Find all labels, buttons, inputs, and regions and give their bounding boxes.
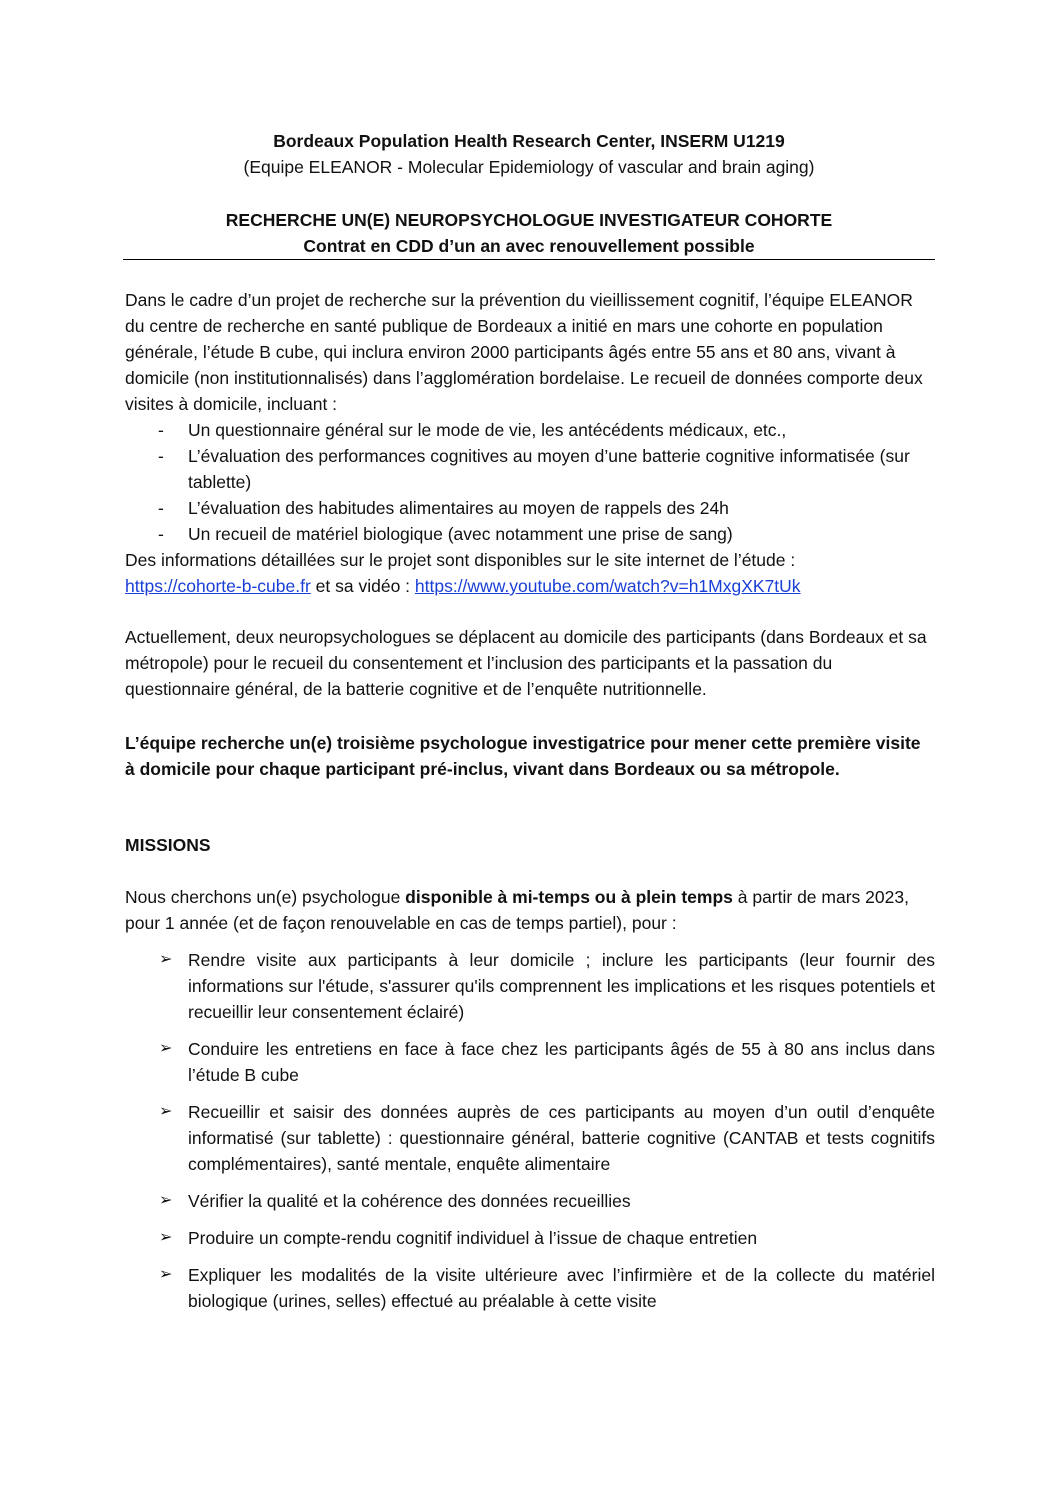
arrow-bullet-icon: ➢	[159, 1266, 173, 1283]
header-block	[123, 128, 935, 180]
list-item: ➢ Conduire les entretiens en face à face chez les participants âgés de 55 à 80 ans inclus dans l’étude B cube	[125, 1036, 935, 1088]
list-item: - L’évaluation des habitudes alimentaires au moyen de rappels des 24h	[125, 495, 935, 521]
missions-heading: MISSIONS	[125, 835, 211, 855]
list-item: - Un questionnaire général sur le mode de vie, les antécédents médicaux, etc.,	[125, 417, 935, 443]
current-status-paragraph: Actuellement, deux neuropsychologues se déplacent au domicile des participants (dans Bordeaux et sa métropole) pour le recueil du consentement et l’inclusion des participants et la passation du questionnaire général, de la batterie cognitive et de l’enquête nutritionnelle.	[125, 627, 927, 699]
intro-list	[125, 417, 935, 547]
dash-bullet: -	[158, 498, 164, 518]
info-paragraph: Des informations détaillées sur le projet sont disponibles sur le site internet de l’étude : https://cohorte-b-cube.fr et sa vidéo : https://www.youtube.com/watch?v=h1MxgXK7tUk	[125, 550, 801, 596]
missions-intro: Nous cherchons un(e) psychologue disponible à mi-temps ou à plein temps à partir de mars 2023, pour 1 année (et de façon renouvelable en cas de temps partiel), pour :	[125, 887, 909, 933]
list-item: ➢ Produire un compte-rendu cognitif individuel à l’issue de chaque entretien	[125, 1225, 935, 1251]
contract-line: Contrat en CDD d’un an avec renouvellement possible	[303, 236, 755, 256]
list-item: - Un recueil de matériel biologique (avec notamment une prise de sang)	[125, 521, 935, 547]
list-item: ➢ Recueillir et saisir des données auprès de ces participants au moyen d’un outil d’enquête informatisé (sur tablette) : questionnaire général, batterie cognitive (CANTAB et tests cognitifs complémentaires), santé mentale, enquête alimentaire	[125, 1099, 935, 1177]
intro-paragraph: Dans le cadre d’un projet de recherche sur la prévention du vieillissement cognitif, l’équipe ELEANOR du centre de recherche en santé publique de Bordeaux a initié en mars une cohorte en population générale, l’étude B cube, qui inclura environ 2000 participants âgés entre 55 ans et 80 ans, vivant à domicile (non institutionnalisés) dans l’agglomération bordelaise. Le recueil de données comporte deux visites à domicile, incluant :	[125, 290, 923, 414]
arrow-bullet-icon: ➢	[159, 1103, 173, 1120]
arrow-bullet-icon: ➢	[159, 1229, 173, 1246]
list-item: ➢ Expliquer les modalités de la visite ultérieure avec l’infirmière et de la collecte du matériel biologique (urines, selles) effectué au préalable à cette visite	[125, 1262, 935, 1314]
header-team: (Equipe ELEANOR - Molecular Epidemiology of vascular and brain aging)	[243, 157, 815, 177]
dash-bullet: -	[158, 524, 164, 544]
arrow-bullet-icon: ➢	[159, 1040, 173, 1057]
recruitment-paragraph: L’équipe recherche un(e) troisième psychologue investigatrice pour mener cette première visite à domicile pour chaque participant pré-inclus, vivant dans Bordeaux ou sa métropole.	[125, 733, 921, 779]
video-link[interactable]: https://www.youtube.com/watch?v=h1MxgXK7tUk	[414, 576, 801, 596]
arrow-bullet-icon: ➢	[159, 951, 173, 968]
website-link[interactable]: https://cohorte-b-cube.fr	[125, 576, 311, 596]
list-item: - L’évaluation des performances cognitives au moyen d’une batterie cognitive informatisée (sur tablette)	[125, 443, 935, 495]
arrow-bullet-icon: ➢	[159, 1192, 173, 1209]
header-divider	[123, 259, 935, 260]
missions-list	[125, 947, 935, 1325]
dash-bullet: -	[158, 420, 164, 440]
dash-bullet: -	[158, 446, 164, 466]
header-org: Bordeaux Population Health Research Center, INSERM U1219	[273, 131, 785, 151]
job-title: RECHERCHE UN(E) NEUROPSYCHOLOGUE INVESTIGATEUR COHORTE	[225, 210, 833, 230]
intro-section	[125, 287, 935, 599]
job-title-block	[123, 207, 935, 259]
list-item: ➢ Vérifier la qualité et la cohérence des données recueillies	[125, 1188, 935, 1214]
list-item: ➢ Rendre visite aux participants à leur domicile ; inclure les participants (leur fournir des informations sur l'étude, s'assurer qu'ils comprennent les implications et les risques potentiels et recueillir leur consentement éclairé)	[125, 947, 935, 1025]
